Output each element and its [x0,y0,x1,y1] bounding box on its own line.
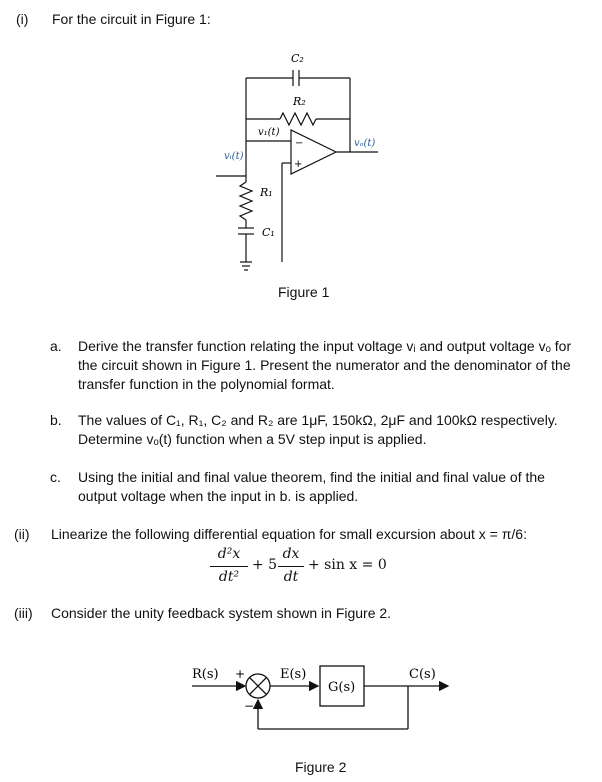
part-ii-marker: (ii) [14,526,30,542]
question-a-line-3: transfer function in the polynomial format. [78,376,335,392]
figure-1-circuit [0,0,602,280]
part-i-marker: (i) [16,11,29,27]
eq-num-1: d²x [217,546,241,562]
question-a-line-2: the circuit shown in Figure 1. Present the numerator and the denominator of the [78,357,571,373]
eq-fraction-bar-1 [210,566,248,567]
label-opamp-plus: + [294,159,303,170]
label-opamp-minus: − [295,138,304,149]
question-c-line-2: output voltage when the input in b. is applied. [78,488,359,504]
question-b-line-1: The values of C₁, R₁, C₂ and R₂ are 1μF, 150kΩ, 2μF and 100kΩ respectively. [78,412,558,428]
part-iii-marker: (iii) [14,605,33,621]
question-b-text [78,411,598,449]
question-c-label: c. [50,469,61,485]
label-error-e: E(s) [280,667,307,682]
eq-num-2: dx [282,546,300,562]
part-i-heading: For the circuit in Figure 1: [52,11,211,27]
eq-den-2: dt [283,569,299,585]
label-block-g: G(s) [328,680,356,695]
eq-den-1: dt² [218,569,240,585]
label-vo: vₒ(t) [354,138,376,149]
label-vi: vᵢ(t) [224,151,244,162]
question-b-line-2: Determine vₒ(t) function when a 5V step input is applied. [78,431,427,447]
question-c-line-1: Using the initial and final value theorem, find the initial and final value of the [78,469,545,485]
label-v1: v₁(t) [258,127,280,138]
part-ii-text: Linearize the following differential equation for small excursion about x = π/6: [51,526,527,542]
figure-2-block-diagram [0,640,602,750]
eq-fraction-bar-2 [278,566,304,567]
label-output-c: C(s) [409,667,436,682]
label-plus: + [235,667,246,681]
eq-mid: + 5 [252,557,278,573]
question-a-label: a. [50,338,62,354]
label-minus: − [244,699,255,713]
label-c2: C₂ [291,52,304,65]
label-c1: C₁ [262,226,275,239]
figure-1-caption: Figure 1 [278,284,330,300]
label-r2: R₂ [293,95,306,108]
label-input-r: R(s) [192,667,219,682]
question-a-text [78,337,598,394]
differential-equation [210,546,430,594]
question-c-text [78,468,598,506]
part-iii-text: Consider the unity feedback system shown in Figure 2. [51,605,392,621]
eq-tail: + sin x = 0 [308,557,387,573]
label-r1: R₁ [260,186,273,199]
question-a-line-1: Derive the transfer function relating the input voltage vᵢ and output voltage vₒ for [78,338,572,354]
figure-2-caption: Figure 2 [295,759,347,775]
question-b-label: b. [50,412,62,428]
